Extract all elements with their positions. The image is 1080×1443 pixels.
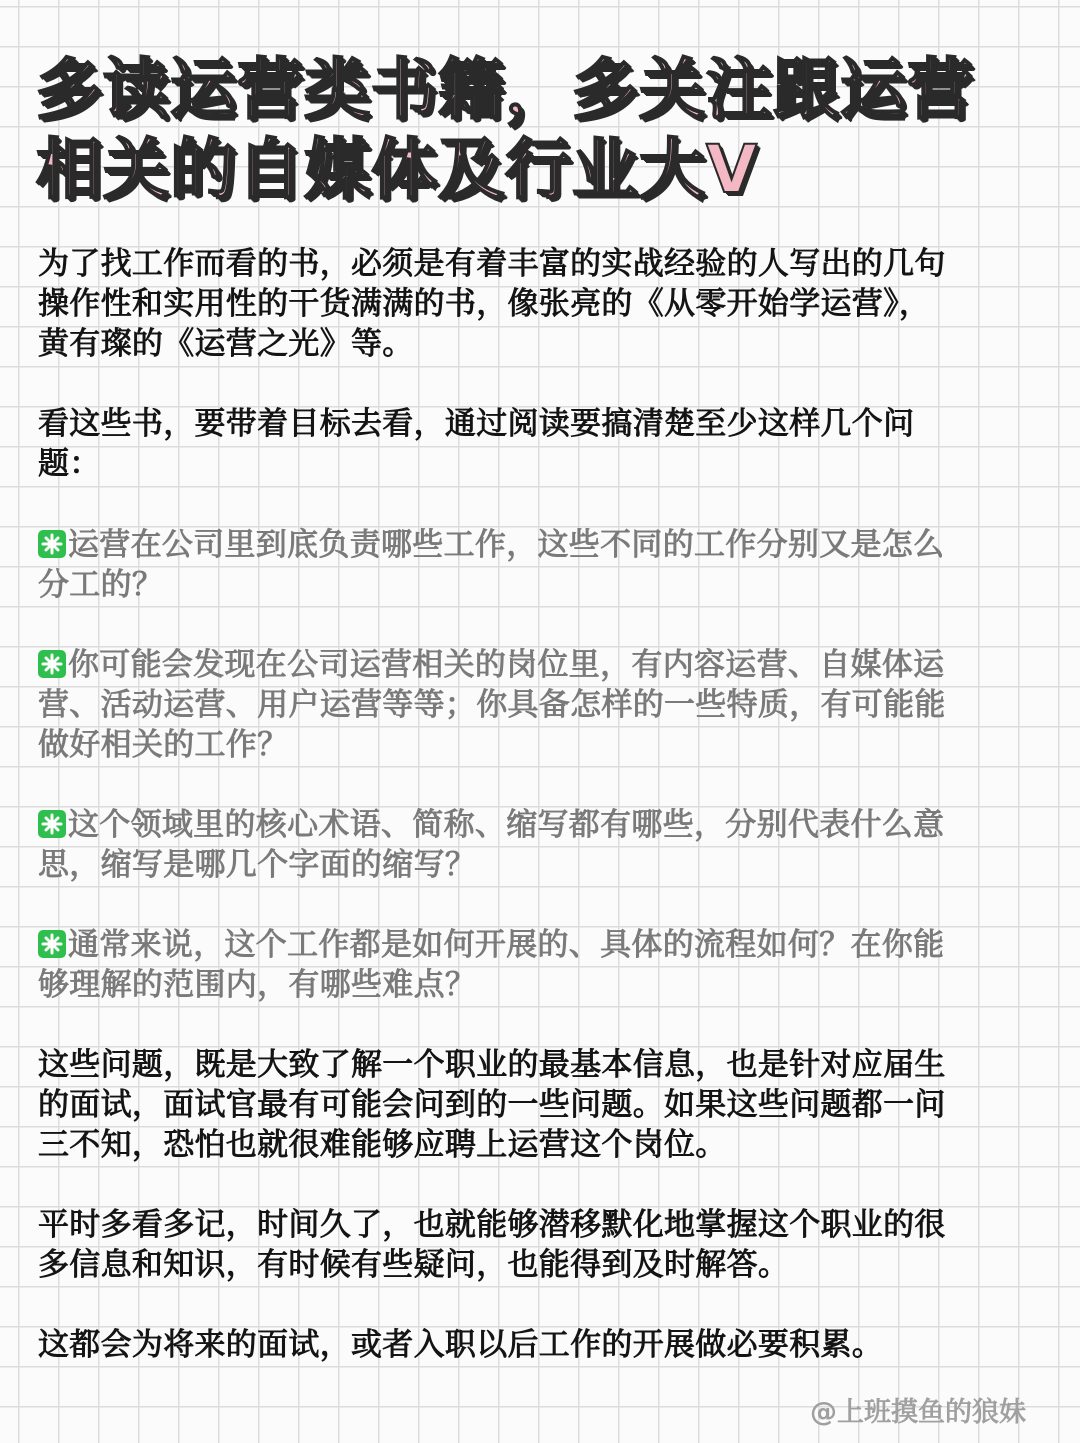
goal-line-2: 题： <box>38 446 101 482</box>
intro-line-2: 操作性和实用性的干货满满的书，像张亮的《从零开始学运营》， <box>38 286 931 322</box>
question-2-line-3: 做好相关的工作？ <box>38 727 289 763</box>
question-item <box>38 525 1028 605</box>
question-3-line-2: 思，缩写是哪几个字面的缩写？ <box>38 847 477 883</box>
goal-line-1: 看这些书，要带着目标去看，通过阅读要搞清楚至少这样几个问 <box>38 406 915 442</box>
question-2-line-2: 营、活动运营、用户运营等等；你具备怎样的一些特质，有可能能 <box>38 687 946 723</box>
title-line-1: 多读运营类书籍，多关注跟运营 <box>36 51 974 128</box>
summary-paragraph <box>38 1045 1028 1165</box>
intro-line-1: 为了找工作而看的书，必须是有着丰富的实战经验的人写出的几句 <box>38 246 946 282</box>
habit-paragraph <box>38 1205 1028 1285</box>
question-1-line-2: 分工的？ <box>38 567 164 603</box>
author-watermark: @上班摸鱼的狼妹 <box>810 1397 1026 1428</box>
habit-line-2: 多信息和知识，有时候有些疑问，也能得到及时解答。 <box>38 1247 790 1283</box>
question-item <box>38 645 1028 765</box>
title-line-2: 相关的自媒体及行业大V <box>36 131 759 208</box>
closing-paragraph <box>38 1325 1028 1365</box>
sparkle-icon <box>38 810 66 838</box>
intro-paragraph <box>38 244 1028 364</box>
intro-line-3: 黄有璨的《运营之光》等。 <box>38 326 414 362</box>
sparkle-icon <box>38 930 66 958</box>
habit-line-1: 平时多看多记，时间久了，也就能够潜移默化地掌握这个职业的很 <box>38 1207 946 1243</box>
question-3-line-1: 这个领域里的核心术语、简称、缩写都有哪些，分别代表什么意 <box>38 805 1028 845</box>
question-item <box>38 925 1028 1005</box>
question-2-line-1: 你可能会发现在公司运营相关的岗位里，有内容运营、自媒体运 <box>38 645 1028 685</box>
question-item <box>38 805 1028 885</box>
summary-line-2: 的面试，面试官最有可能会问到的一些问题。如果这些问题都一问 <box>38 1087 946 1123</box>
goal-paragraph <box>38 404 1028 484</box>
question-1-line-1: 运营在公司里到底负责哪些工作，这些不同的工作分别又是怎么 <box>38 525 1028 565</box>
summary-line-3: 三不知，恐怕也就很难能够应聘上运营这个岗位。 <box>38 1127 727 1163</box>
closing-line-1: 这都会为将来的面试，或者入职以后工作的开展做必要积累。 <box>38 1327 884 1363</box>
page-title <box>36 50 1046 210</box>
sparkle-icon <box>38 650 66 678</box>
sparkle-icon <box>38 530 66 558</box>
question-4-line-1: 通常来说，这个工作都是如何开展的、具体的流程如何？在你能 <box>38 925 1028 965</box>
question-4-line-2: 够理解的范围内，有哪些难点？ <box>38 967 477 1003</box>
summary-line-1: 这些问题，既是大致了解一个职业的最基本信息，也是针对应届生 <box>38 1047 946 1083</box>
